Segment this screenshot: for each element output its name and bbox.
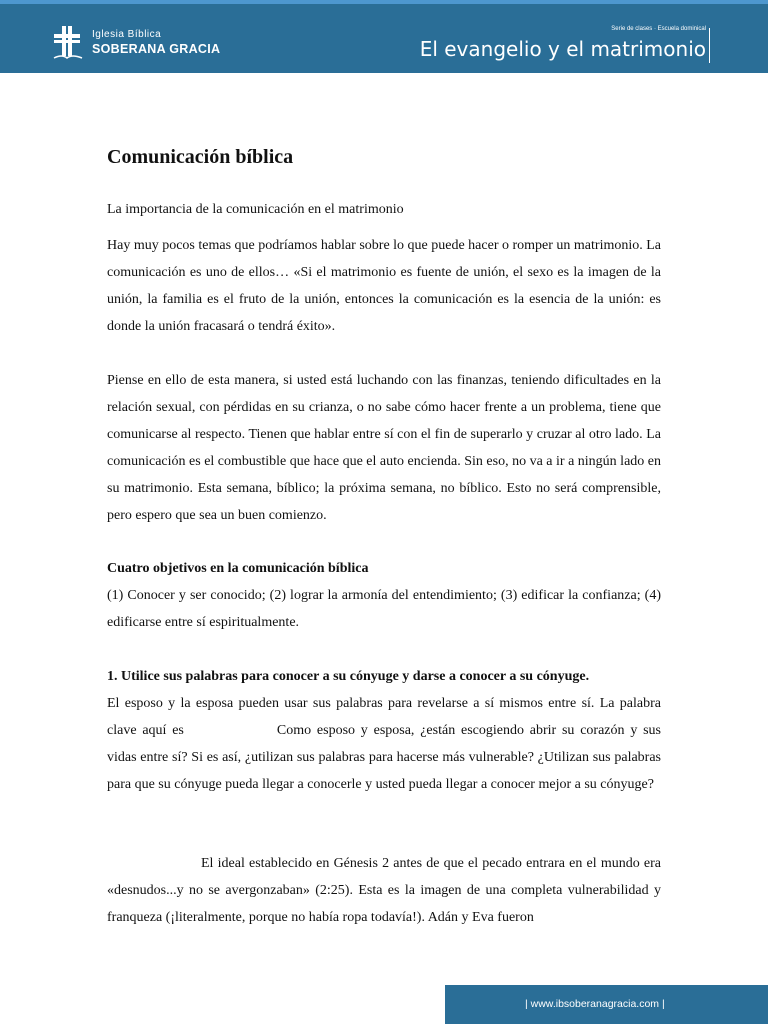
point1-heading: 1. Utilice sus palabras para conocer a su cónyuge y darse a conocer a su cónyuge. [107, 669, 590, 684]
logo-church-name: SOBERANA GRACIA [92, 42, 221, 56]
point1-paragraph [107, 690, 661, 798]
page-title: El evangelio y el matrimonio [419, 37, 706, 61]
point1-text-b: Como esposo y esposa, ¿están escogiendo abrir su corazón y sus vidas entre sí? Si es así, ¿utilizan sus palabras para hacerse más vulnerable? ¿Utilizan sus palabras para que su cónyuge pueda llegar a conocerle y usted pueda llegar a conocer mejor a su cónyuge? [107, 723, 662, 792]
logo-church-type: Iglesia Bíblica [92, 29, 162, 40]
paragraph-genesis [107, 850, 661, 931]
series-label: Serie de clases · Escuela dominical [611, 26, 706, 32]
point1-text-a: El esposo y la esposa pueden usar sus palabras para revelarse a sí mismos entre sí. La palabra clave aquí es [107, 696, 661, 738]
header-divider [709, 28, 710, 63]
objectives-heading: Cuatro objetivos en la comunicación bíblica [107, 561, 369, 576]
paragraph-example: Piense en ello de esta manera, si usted está luchando con las finanzas, teniendo dificultades en la relación sexual, con pérdidas en su crianza, o no sabe cómo hacer frente a un problema, tiene que comunicarse al respecto. Tienen que hablar entre sí con el fin de superarlo y cruzar al otro lado. La comunicación es el combustible que hace que el auto encienda. Sin eso, no va a ir a ningún lado en su matrimonio. Esta semana, bíblico; la próxima semana, no bíblico. Esto no será comprensible, pero espero que sea un buen comienzo. [107, 373, 661, 523]
document-subtitle: La importancia de la comunicación en el matrimonio [107, 202, 404, 217]
cross-bible-icon [52, 24, 88, 64]
website-link[interactable]: | www.ibsoberanagracia.com | [525, 998, 665, 1010]
paragraph-genesis-text: El ideal establecido en Génesis 2 antes de que el pecado entrara en el mundo era «desnudos...y no se avergonzaban» (2:25). Esta es la imagen de una completa vulnerabilidad y franqueza (¡literalmente, porque no había ropa todavía!). Adán y Eva fueron [107, 856, 661, 925]
objectives-text: (1) Conocer y ser conocido; (2) lograr la armonía del entendimiento; (3) edificar la confianza; (4) edificarse entre sí espiritualmente. [107, 588, 661, 630]
header-banner [0, 0, 768, 73]
document-heading: Comunicación bíblica [107, 146, 294, 168]
paragraph-intro: Hay muy pocos temas que podríamos hablar sobre lo que puede hacer o romper un matrimonio. La comunicación es uno de ellos… «Si el matrimonio es fuente de unión, el sexo es la imagen de la unión, la familia es el fruto de la unión, entonces la comunicación es la esencia de la unión: es donde la unión fracasará o tendrá éxito». [107, 238, 662, 334]
footer-banner [445, 985, 768, 1024]
church-logo [52, 24, 222, 64]
